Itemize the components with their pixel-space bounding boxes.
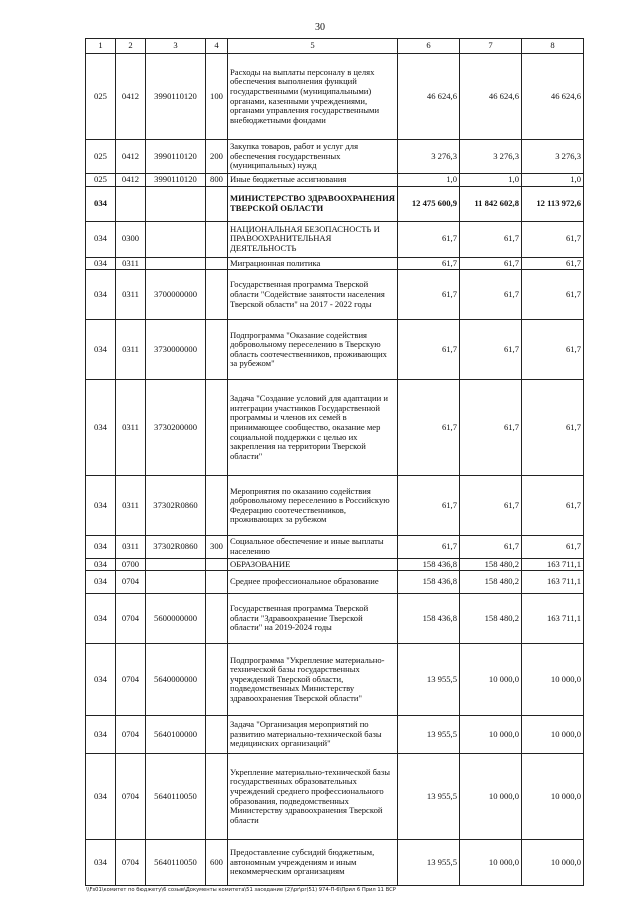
amount-year-3-cell: 61,7 bbox=[522, 270, 584, 320]
name-cell: Задача "Организация мероприятий по развитию материально-технической базы медицинских организаций" bbox=[228, 716, 398, 754]
code-cell: 034 bbox=[86, 558, 116, 571]
column-header: 3 bbox=[146, 39, 206, 54]
amount-year-2-cell: 158 480,2 bbox=[460, 594, 522, 644]
target-article-cell: 5640110050 bbox=[146, 840, 206, 886]
section-cell: 0311 bbox=[116, 380, 146, 476]
table-row bbox=[86, 270, 584, 320]
expense-type-cell: 200 bbox=[206, 140, 228, 174]
amount-year-3-cell: 3 276,3 bbox=[522, 140, 584, 174]
target-article-cell: 5600000000 bbox=[146, 594, 206, 644]
section-cell bbox=[116, 186, 146, 221]
target-article-cell: 5640100000 bbox=[146, 716, 206, 754]
target-article-cell bbox=[146, 558, 206, 571]
expense-type-cell: 800 bbox=[206, 174, 228, 187]
target-article-cell: 5640000000 bbox=[146, 644, 206, 716]
amount-year-1-cell: 158 436,8 bbox=[398, 558, 460, 571]
target-article-cell bbox=[146, 257, 206, 270]
code-cell: 034 bbox=[86, 594, 116, 644]
amount-year-3-cell: 12 113 972,6 bbox=[522, 186, 584, 221]
amount-year-1-cell: 61,7 bbox=[398, 476, 460, 536]
expense-type-cell bbox=[206, 320, 228, 380]
expense-type-cell bbox=[206, 754, 228, 840]
amount-year-3-cell: 61,7 bbox=[522, 320, 584, 380]
expense-type-cell bbox=[206, 221, 228, 257]
name-cell: Подпрограмма "Оказание содействия добровольному переселению в Тверскую область соотечественников, проживающих за рубежом" bbox=[228, 320, 398, 380]
column-header: 5 bbox=[228, 39, 398, 54]
column-header: 8 bbox=[522, 39, 584, 54]
expense-type-cell bbox=[206, 594, 228, 644]
code-cell: 025 bbox=[86, 174, 116, 187]
section-cell: 0300 bbox=[116, 221, 146, 257]
code-cell: 025 bbox=[86, 140, 116, 174]
section-cell: 0700 bbox=[116, 558, 146, 571]
amount-year-3-cell: 163 711,1 bbox=[522, 571, 584, 594]
amount-year-3-cell: 61,7 bbox=[522, 536, 584, 558]
expense-type-cell: 600 bbox=[206, 840, 228, 886]
target-article-cell: 3730200000 bbox=[146, 380, 206, 476]
amount-year-3-cell: 61,7 bbox=[522, 221, 584, 257]
table-row bbox=[86, 716, 584, 754]
amount-year-2-cell: 61,7 bbox=[460, 257, 522, 270]
name-cell: Среднее профессиональное образование bbox=[228, 571, 398, 594]
section-cell: 0704 bbox=[116, 644, 146, 716]
expense-type-cell: 300 bbox=[206, 536, 228, 558]
amount-year-3-cell: 61,7 bbox=[522, 257, 584, 270]
section-cell: 0311 bbox=[116, 270, 146, 320]
target-article-cell: 37302R0860 bbox=[146, 536, 206, 558]
amount-year-2-cell: 158 480,2 bbox=[460, 558, 522, 571]
table-row bbox=[86, 644, 584, 716]
table-row bbox=[86, 320, 584, 380]
amount-year-2-cell: 10 000,0 bbox=[460, 644, 522, 716]
name-cell: Социальное обеспечение и иные выплаты населению bbox=[228, 536, 398, 558]
amount-year-1-cell: 13 955,5 bbox=[398, 840, 460, 886]
amount-year-2-cell: 61,7 bbox=[460, 221, 522, 257]
table-row bbox=[86, 571, 584, 594]
section-cell: 0704 bbox=[116, 594, 146, 644]
table-row bbox=[86, 380, 584, 476]
page-number: 30 bbox=[315, 22, 325, 33]
name-cell: ОБРАЗОВАНИЕ bbox=[228, 558, 398, 571]
code-cell: 034 bbox=[86, 716, 116, 754]
expense-type-cell: 100 bbox=[206, 54, 228, 140]
target-article-cell: 37302R0860 bbox=[146, 476, 206, 536]
amount-year-3-cell: 10 000,0 bbox=[522, 754, 584, 840]
expense-type-cell bbox=[206, 270, 228, 320]
expense-type-cell bbox=[206, 644, 228, 716]
section-cell: 0704 bbox=[116, 840, 146, 886]
amount-year-2-cell: 46 624,6 bbox=[460, 54, 522, 140]
amount-year-1-cell: 13 955,5 bbox=[398, 716, 460, 754]
file-path-footer: \\Fs01\комитет по бюджету\6 созыв\Документы комитета\51 заседание (2)\pr\pr(51) 974-П-6\Прил 6 Прил 11 ВСР bbox=[86, 887, 396, 893]
name-cell: Подпрограмма "Укрепление материально-технической базы государственных учреждений Тверской области, подведомственных Министерству здравоохранения Тверской области" bbox=[228, 644, 398, 716]
amount-year-1-cell: 61,7 bbox=[398, 380, 460, 476]
code-cell: 034 bbox=[86, 644, 116, 716]
amount-year-1-cell: 158 436,8 bbox=[398, 571, 460, 594]
section-cell: 0311 bbox=[116, 257, 146, 270]
amount-year-1-cell: 13 955,5 bbox=[398, 754, 460, 840]
section-cell: 0412 bbox=[116, 54, 146, 140]
amount-year-3-cell: 10 000,0 bbox=[522, 644, 584, 716]
name-cell: Предоставление субсидий бюджетным, автономным учреждениям и иным некоммерческим организациям bbox=[228, 840, 398, 886]
table-row bbox=[86, 840, 584, 886]
target-article-cell: 3990110120 bbox=[146, 54, 206, 140]
amount-year-3-cell: 10 000,0 bbox=[522, 716, 584, 754]
amount-year-3-cell: 46 624,6 bbox=[522, 54, 584, 140]
amount-year-2-cell: 10 000,0 bbox=[460, 716, 522, 754]
amount-year-3-cell: 10 000,0 bbox=[522, 840, 584, 886]
target-article-cell: 3700000000 bbox=[146, 270, 206, 320]
expense-type-cell bbox=[206, 571, 228, 594]
expense-type-cell bbox=[206, 558, 228, 571]
table-row bbox=[86, 754, 584, 840]
amount-year-3-cell: 163 711,1 bbox=[522, 594, 584, 644]
name-cell: Задача "Создание условий для адаптации и интеграции участников Государственной программы и членов их семей в принимающее сообщество, оказание мер социальной поддержки с целью их закрепления на территории Тверской области" bbox=[228, 380, 398, 476]
amount-year-1-cell: 61,7 bbox=[398, 536, 460, 558]
section-cell: 0412 bbox=[116, 174, 146, 187]
code-cell: 034 bbox=[86, 536, 116, 558]
code-cell: 034 bbox=[86, 840, 116, 886]
amount-year-1-cell: 61,7 bbox=[398, 221, 460, 257]
expense-type-cell bbox=[206, 257, 228, 270]
amount-year-2-cell: 10 000,0 bbox=[460, 754, 522, 840]
code-cell: 034 bbox=[86, 221, 116, 257]
section-cell: 0704 bbox=[116, 754, 146, 840]
amount-year-2-cell: 11 842 602,8 bbox=[460, 186, 522, 221]
column-header: 7 bbox=[460, 39, 522, 54]
amount-year-1-cell: 13 955,5 bbox=[398, 644, 460, 716]
table-header-row bbox=[86, 39, 584, 54]
expense-type-cell bbox=[206, 380, 228, 476]
target-article-cell: 3990110120 bbox=[146, 174, 206, 187]
code-cell: 034 bbox=[86, 571, 116, 594]
budget-table bbox=[85, 38, 584, 886]
section-cell: 0311 bbox=[116, 320, 146, 380]
code-cell: 034 bbox=[86, 186, 116, 221]
table-row bbox=[86, 54, 584, 140]
name-cell: Укрепление материально-технической базы государственных образовательных учреждений среднего профессионального образования, подведомственных Министерству здравоохранения Тверской области bbox=[228, 754, 398, 840]
code-cell: 025 bbox=[86, 54, 116, 140]
table-row bbox=[86, 221, 584, 257]
expense-type-cell bbox=[206, 476, 228, 536]
table-row bbox=[86, 174, 584, 187]
amount-year-3-cell: 163 711,1 bbox=[522, 558, 584, 571]
amount-year-2-cell: 158 480,2 bbox=[460, 571, 522, 594]
table-row bbox=[86, 594, 584, 644]
amount-year-3-cell: 1,0 bbox=[522, 174, 584, 187]
code-cell: 034 bbox=[86, 476, 116, 536]
table-row bbox=[86, 257, 584, 270]
amount-year-2-cell: 3 276,3 bbox=[460, 140, 522, 174]
table-row bbox=[86, 140, 584, 174]
amount-year-3-cell: 61,7 bbox=[522, 476, 584, 536]
amount-year-2-cell: 61,7 bbox=[460, 380, 522, 476]
amount-year-2-cell: 10 000,0 bbox=[460, 840, 522, 886]
expense-type-cell bbox=[206, 186, 228, 221]
code-cell: 034 bbox=[86, 380, 116, 476]
name-cell: Мероприятия по оказанию содействия добровольному переселению в Российскую Федерацию соотечественников, проживающих за рубежом bbox=[228, 476, 398, 536]
target-article-cell: 3990110120 bbox=[146, 140, 206, 174]
amount-year-1-cell: 61,7 bbox=[398, 320, 460, 380]
section-cell: 0704 bbox=[116, 716, 146, 754]
code-cell: 034 bbox=[86, 257, 116, 270]
name-cell: НАЦИОНАЛЬНАЯ БЕЗОПАСНОСТЬ И ПРАВООХРАНИТЕЛЬНАЯ ДЕЯТЕЛЬНОСТЬ bbox=[228, 221, 398, 257]
target-article-cell: 3730000000 bbox=[146, 320, 206, 380]
section-cell: 0412 bbox=[116, 140, 146, 174]
name-cell: Закупка товаров, работ и услуг для обеспечения государственных (муниципальных) нужд bbox=[228, 140, 398, 174]
amount-year-1-cell: 46 624,6 bbox=[398, 54, 460, 140]
section-cell: 0311 bbox=[116, 476, 146, 536]
name-cell: Государственная программа Тверской области "Содействие занятости населения Тверской области" на 2017 - 2022 годы bbox=[228, 270, 398, 320]
amount-year-1-cell: 12 475 600,9 bbox=[398, 186, 460, 221]
amount-year-1-cell: 61,7 bbox=[398, 257, 460, 270]
amount-year-2-cell: 1,0 bbox=[460, 174, 522, 187]
amount-year-1-cell: 3 276,3 bbox=[398, 140, 460, 174]
code-cell: 034 bbox=[86, 320, 116, 380]
target-article-cell bbox=[146, 186, 206, 221]
name-cell: Иные бюджетные ассигнования bbox=[228, 174, 398, 187]
column-header: 6 bbox=[398, 39, 460, 54]
name-cell: Расходы на выплаты персоналу в целях обеспечения выполнения функций государственными (муниципальными) органами, казенными учреждениями, органами управления государственными внебюджетными фондами bbox=[228, 54, 398, 140]
amount-year-1-cell: 158 436,8 bbox=[398, 594, 460, 644]
amount-year-2-cell: 61,7 bbox=[460, 320, 522, 380]
amount-year-1-cell: 1,0 bbox=[398, 174, 460, 187]
name-cell: МИНИСТЕРСТВО ЗДРАВООХРАНЕНИЯ ТВЕРСКОЙ ОБЛАСТИ bbox=[228, 186, 398, 221]
code-cell: 034 bbox=[86, 754, 116, 840]
amount-year-3-cell: 61,7 bbox=[522, 380, 584, 476]
table-row bbox=[86, 536, 584, 558]
section-cell: 0311 bbox=[116, 536, 146, 558]
column-header: 2 bbox=[116, 39, 146, 54]
name-cell: Миграционная политика bbox=[228, 257, 398, 270]
target-article-cell bbox=[146, 221, 206, 257]
table-row bbox=[86, 558, 584, 571]
amount-year-2-cell: 61,7 bbox=[460, 536, 522, 558]
expense-type-cell bbox=[206, 716, 228, 754]
column-header: 1 bbox=[86, 39, 116, 54]
amount-year-1-cell: 61,7 bbox=[398, 270, 460, 320]
table-body bbox=[86, 54, 584, 886]
code-cell: 034 bbox=[86, 270, 116, 320]
target-article-cell: 5640110050 bbox=[146, 754, 206, 840]
table-row bbox=[86, 476, 584, 536]
target-article-cell bbox=[146, 571, 206, 594]
amount-year-2-cell: 61,7 bbox=[460, 270, 522, 320]
amount-year-2-cell: 61,7 bbox=[460, 476, 522, 536]
section-cell: 0704 bbox=[116, 571, 146, 594]
name-cell: Государственная программа Тверской области "Здравоохранение Тверской области" на 2019-2024 годы bbox=[228, 594, 398, 644]
table-row bbox=[86, 186, 584, 221]
column-header: 4 bbox=[206, 39, 228, 54]
